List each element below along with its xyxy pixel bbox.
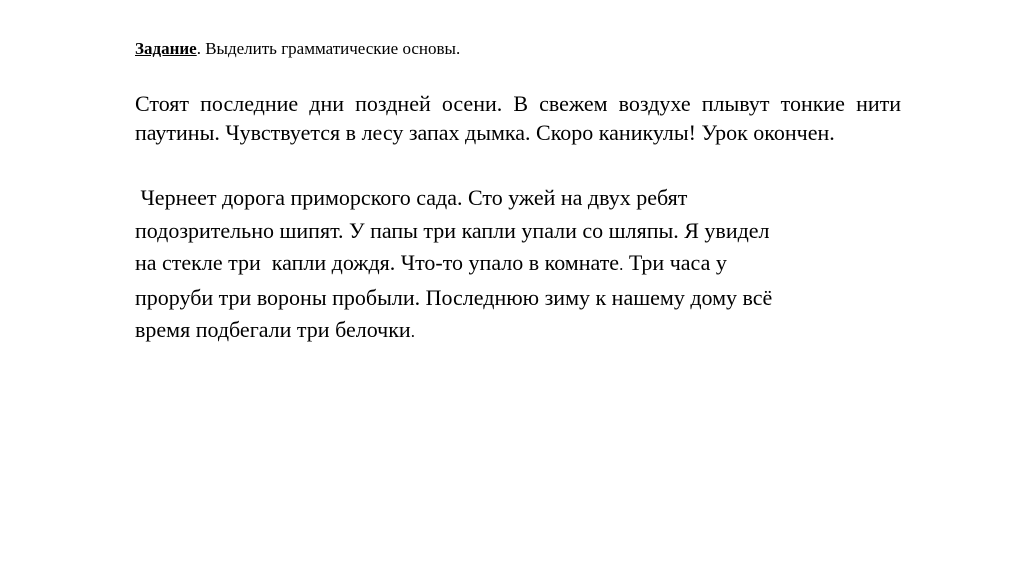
paragraph-2 [135, 182, 901, 349]
paragraph-2-line-3-period: . [619, 255, 624, 274]
paragraph-2-line-5-text: время подбегали три белочки [135, 317, 411, 342]
paragraph-2-line-3 [135, 247, 901, 282]
paragraph-2-line-2: подозрительно шипят. У папы три капли упали со шляпы. Я увидел [135, 217, 770, 243]
paragraph-2-line-3-text: на стекле три капли дождя. Что-то упало в комнате [135, 250, 620, 275]
paragraph-2-final-period: . [410, 322, 415, 341]
paragraph-2-line-4: проруби три вороны пробыли. Последнюю зиму к нашему дому всё [135, 284, 773, 310]
paragraph-2-line-3-tail: Три часа у [623, 250, 727, 275]
task-heading [135, 38, 460, 60]
task-text: . Выделить грамматические основы. [196, 39, 461, 58]
paragraph-2-line-5 [135, 314, 901, 349]
paragraph-1: Стоят последние дни поздней осени. В свежем воздухе плывут тонкие нити паутины. Чувствуется в лесу запах дымка. Скоро каникулы! Урок окончен. [135, 91, 901, 145]
task-label: Задание [135, 39, 197, 58]
paragraph-2-line-1: Чернеет дорога приморского сада. Сто ужей на двух ребят [135, 185, 688, 210]
